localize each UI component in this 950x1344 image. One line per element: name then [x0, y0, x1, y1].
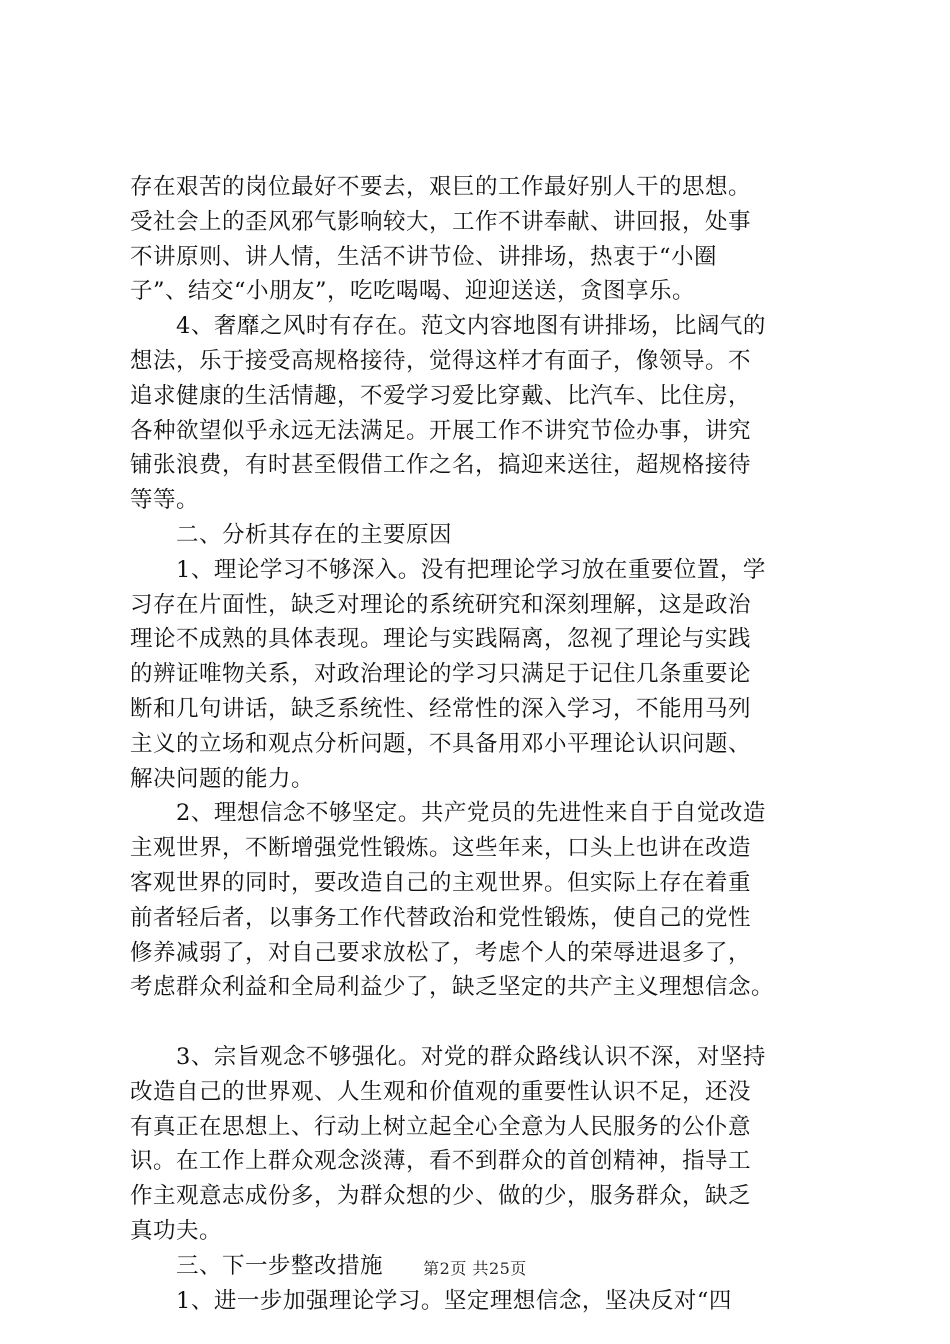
text-line: 4、奢靡之风时有存在。范文内容地图有讲排场，比阔气的: [130, 313, 766, 340]
text-line: 有真正在思想上、行动上树立起全心全意为人民服务的公仆意: [130, 1113, 752, 1140]
text-line: 习存在片面性，缺乏对理论的系统研究和深刻理解，这是政治: [130, 591, 752, 618]
section-heading: 二、分析其存在的主要原因: [130, 521, 453, 548]
page-number-footer: 第2页 共25页: [423, 1259, 527, 1278]
text-line: 不讲原则、讲人情，生活不讲节俭、讲排场，热衷于“小圈: [130, 243, 718, 270]
text-line: 各种欲望似乎永远无法满足。开展工作不讲究节俭办事，讲究: [130, 417, 752, 444]
text-line: 的辨证唯物关系，对政治理论的学习只满足于记住几条重要论: [130, 661, 752, 688]
text-line: 存在艰苦的岗位最好不要去，艰巨的工作最好别人干的思想。: [130, 174, 752, 200]
text-line: 等等。: [130, 487, 200, 514]
text-line: 真功夫。: [130, 1217, 223, 1244]
text-line: 追求健康的生活情趣，不爱学习爱比穿戴、比汽车、比住房，: [130, 382, 752, 409]
text-line: 改造自己的世界观、人生观和价值观的重要性认识不足，还没: [130, 1078, 752, 1105]
text-line: 想法，乐于接受高规格接待，觉得这样才有面子，像领导。不: [130, 347, 752, 374]
text-line: 2、理想信念不够坚定。共产党员的先进性来自于自觉改造: [130, 800, 766, 827]
text-line: 解决问题的能力。: [130, 765, 315, 792]
blank-line: [130, 1005, 830, 1040]
text-line: 3、宗旨观念不够强化。对党的群众路线认识不深，对坚持: [130, 1043, 766, 1070]
text-line: 铺张浪费，有时甚至假借工作之名，搞迎来送往，超规格接待: [130, 452, 752, 479]
text-line: 子”、结交“小朋友”，吃吃喝喝、迎迎送送，贪图享乐。: [130, 278, 696, 305]
text-line: 主义的立场和观点分析问题，不具备用邓小平理论认识问题、: [130, 730, 752, 757]
text-line: 1、理论学习不够深入。没有把理论学习放在重要位置，学: [130, 556, 766, 583]
text-line: 客观世界的同时，要改造自己的主观世界。但实际上存在着重: [130, 869, 752, 896]
text-line: 主观世界，不断增强党性锻炼。这些年来，口头上也讲在改造: [130, 835, 752, 862]
section-heading: 三、下一步整改措施: [130, 1252, 384, 1279]
text-line: 考虑群众利益和全局利益少了，缺乏坚定的共产主义理想信念。: [130, 974, 775, 1001]
text-line: 作主观意志成份多，为群众想的少、做的少，服务群众，缺乏: [130, 1183, 752, 1210]
text-line: 断和几句讲话，缺乏系统性、经常性的深入学习，不能用马列: [130, 695, 752, 722]
text-line: 前者轻后者，以事务工作代替政治和党性锻炼，使自己的党性: [130, 904, 752, 931]
document-body: [130, 170, 830, 1318]
text-line: 理论不成熟的具体表现。理论与实践隔离，忽视了理论与实践: [130, 626, 752, 653]
text-line: 1、进一步加强理论学习。坚定理想信念，坚决反对“四: [130, 1287, 732, 1314]
text-line: 识。在工作上群众观念淡薄，看不到群众的首创精神，指导工: [130, 1148, 752, 1175]
text-line: 受社会上的歪风邪气影响较大，工作不讲奉献、讲回报，处事: [130, 208, 752, 235]
text-line: 修养减弱了，对自己要求放松了，考虑个人的荣辱进退多了，: [130, 939, 752, 966]
